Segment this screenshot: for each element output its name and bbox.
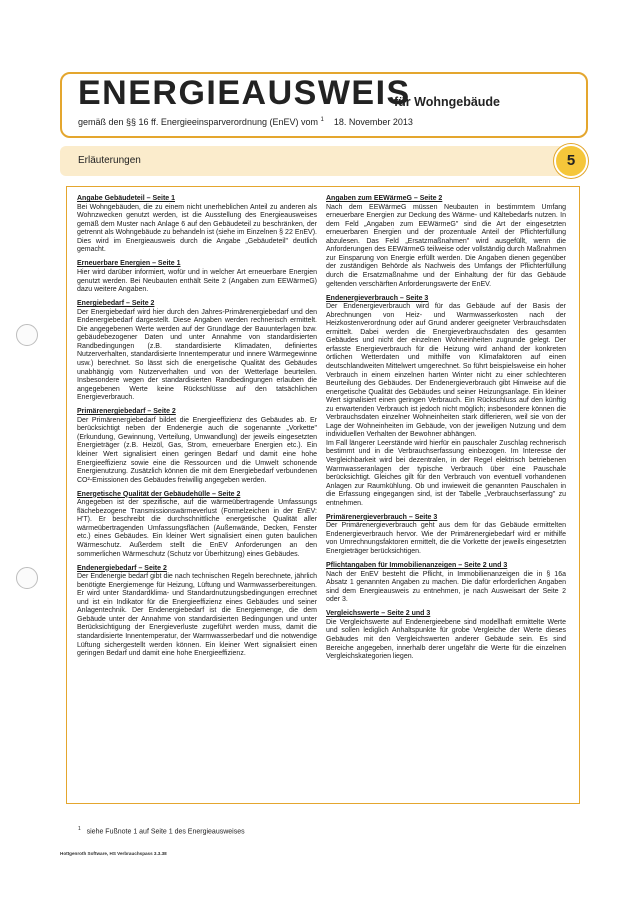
explanation-section — [77, 491, 317, 559]
section-heading: Angaben zum EEWärmeG – Seite 2 — [326, 195, 443, 202]
section-text: Der Primärenergieverbrauch geht aus dem für das Gebäude ermittelten Endenergieverbrauch hervor. Wie der Primärenergiebedarf wird er mithilfe von Umrechnungsfaktoren ermittelt, die die Vorkette der jeweils eingesetzten Energieträger berücksichtigen. — [326, 522, 566, 556]
explanation-section — [326, 295, 566, 509]
explanation-section — [326, 610, 566, 661]
left-column — [77, 195, 317, 664]
section-heading: Endenergieverbrauch – Seite 3 — [326, 294, 429, 302]
section-heading: Primärenergieverbrauch – Seite 3 — [326, 513, 438, 521]
section-text: Nach dem EEWärmeG müssen Neubauten in bestimmtem Umfang erneuerbare Energien zur Deckung des Wärme- und Kältebedarfs nutzen. In dem Feld „Angaben zum EEWärmeG" sind die Art der eingesetzten erneuerbaren Energien und der prozentuale Anteil der Pflichterfüllung abzulesen. Das Feld „Ersatzmaßnahmen" wird ausgefüllt, wenn die Anforderungen des EEWärmeG teilweise oder vollständig durch Maßnahmen zur Einsparung von Energie erfüllt werden. Die Angaben dienen gegenüber der zuständigen Behörde als Nachweis des Umfangs der Pflichterfüllung durch die Ersatzmaßnahme und der Einhaltung der für das Gebäude geltenden verschärften Anforderungswerte der EnEV. — [326, 203, 566, 288]
section-text: Der Endenergieverbrauch wird für das Gebäude auf der Basis der Abrechnungen von Heiz- und Warmwasserkosten nach der Heizkostenverordnung oder auf Grund anderer geeigneter Verbrauchsdaten ermittelt. Dabei werden die Energieverbrauchsdaten des gesamten Gebäudes und nicht der einzelnen Wohneinheiten zugrunde gelegt. Der erfasste Energieverbrauch für die Heizung wird anhand der konkreten örtlichen Wetterdaten und mithilfe von Klimafaktoren auf einen deutschlandweiten Mittelwert umgerechnet. So führt beispielsweise ein hoher Verbrauch in einem einzelnen harten Winter nicht zu einer schlechteren Beurteilung des Gebäudes. Der Endenergieverbrauch gibt Hinweise auf die energetische Qualität des Gebäudes und seiner Heizungsanlage. Ein kleiner Wert signalisiert einen geringen Verbrauch. Ein Rückschluss auf den künftig zu erwartenden Verbrauch ist jedoch nicht möglich; insbesondere können die Verbrauchsdaten einzelner Wohneinheiten stark differieren, weil sie von der Lage der Wohneinheiten im Gebäude, von der jeweiligen Nutzung und dem individuellen Verhalten der Bewohner abhängen. Im Fall längerer Leerstände wird hierfür ein pauschaler Zuschlag rechnerisch bestimmt und in die Verbrauchserfassung einbezogen. Im Interesse der Vergleichbarkeit wird bei dezentralen, in der Regel elektrisch betriebenen Warmwasseranlagen der typische Verbrauch über eine Pauschale berücksichtigt. Gleiches gilt für den Verbrauch von eventuell vorhandenen Anlagen zur Raumkühlung. Ob und inwieweit die genannten Pauschalen in die Erfassung eingegangen sind, ist der Tabelle „Verbrauchserfassung" zu entnehmen. — [326, 303, 566, 507]
section-text: Nach der EnEV besteht die Pflicht, in Immobilienanzeigen die in § 16a Absatz 1 genannten Angaben zu machen. Die dafür erforderlichen Angaben sind dem Energieausweis zu entnehmen, je nach Ausweisart der Seite 2 oder 3. — [326, 570, 566, 604]
right-column — [326, 195, 566, 667]
section-text: Angegeben ist der spezifische, auf die wärmeübertragende Umfassungs flächebezogene Transmissionswärmeverlust (Formelzeichen in der EnEV: H'T). Er beschreibt die durchschnittliche energetische Qualität aller wärmeübertragenden Umfassungsflächen (Außenwände, Decken, Fenster etc.) eines Gebäudes. Ein kleiner Wert signalisiert einen guten baulichen Wärmeschutz. Außerdem stellt die EnEV Anforderungen an den sommerlichen Wärmeschutz (Schutz vor Überhitzung) eines Gebäudes. — [77, 499, 317, 558]
regulation-date: 18. November 2013 — [333, 117, 413, 127]
section-heading: Energetische Qualität der Gebäudehülle – Seite 2 — [77, 490, 241, 498]
section-bar — [60, 146, 584, 176]
punch-hole-top — [16, 324, 38, 346]
explanation-section — [77, 260, 317, 294]
footnote-text: siehe Fußnote 1 auf Seite 1 des Energieausweises — [86, 828, 245, 836]
document-header — [60, 72, 588, 138]
legal-basis-line — [78, 117, 413, 127]
footnote — [78, 826, 245, 835]
section-title: Erläuterungen — [78, 155, 141, 166]
explanations-box — [66, 186, 580, 804]
document-title: ENERGIEAUSWEIS — [78, 74, 411, 112]
legal-basis-text: gemäß den §§ 16 ff. Energieeinsparverordnung (EnEV) vom — [78, 117, 318, 127]
explanation-section — [326, 514, 566, 557]
explanation-section — [326, 562, 566, 605]
section-heading: Angabe Gebäudeteil – Seite 1 — [77, 195, 176, 202]
section-text: Der Endenergie bedarf gibt die nach technischen Regeln berechnete, jährlich benötigte Energiemenge für Heizung, Lüftung und Warmwasserbereitungen. Er wird unter Standardklima- und Standardnutzungsbedingungen errechnet und ist ein Indikator für die Energieeffizienz eines Gebäudes und seiner Anlagentechnik. Der Endenergiebedarf ist die Energiemenge, die dem Gebäude unter der Annahme von standardisierten Bedingungen und unter Berücksichtigung der Energieverluste zugeführt werden muss, damit die standardisierte Innentemperatur, der Warmwasserbedarf und die notwendige Lüftung sichergestellt werden können. Ein kleiner Wert signalisiert einen geringen Bedarf und damit eine hohe Energieeffizienz. — [77, 573, 317, 658]
footnote-reference: 1 — [320, 117, 324, 123]
section-heading: Pflichtangaben für Immobilienanzeigen – Seite 2 und 3 — [326, 562, 508, 570]
explanation-section — [77, 408, 317, 485]
section-text: Bei Wohngebäuden, die zu einem nicht unerheblichen Anteil zu anderen als Wohnzwecken genutzt werden, ist die Ausstellung des Energieausweises gemäß dem Muster nach Anlage 6 auf den Gebäudeteil zu beschränken, der getrennt als Wohngebäude zu behandeln ist (siehe im Einzelnen § 22 EnEV). Dies wird im Energieausweis durch die Angabe „Gebäudeteil" deutlich gemacht. — [77, 203, 317, 254]
explanation-section — [77, 195, 317, 255]
punch-hole-bottom — [16, 567, 38, 589]
explanation-section — [326, 195, 566, 289]
software-imprint: Hottgenroth Software, HS Verbrauchspass 3.3.38 — [60, 851, 167, 856]
section-text: Die Vergleichswerte auf Endenergieebene sind modellhaft ermittelte Werte und sollen lediglich Anhaltspunkte für grobe Vergleiche der Werte dieses Gebäudes mit den Vergleichswerten anderer Gebäude sein. Es sind Bereiche angegeben, innerhalb derer ungefähr die Werte für die einzelnen Vergleichskategorien liegen. — [326, 618, 566, 661]
section-heading: Vergleichswerte – Seite 2 und 3 — [326, 610, 431, 618]
section-heading: Primärenergiebedarf – Seite 2 — [77, 408, 176, 416]
section-text: Der Primärenergiebedarf bildet die Energieeffizienz des Gebäudes ab. Er berücksichtigt neben der Endenergie auch die sogenannte „Vorkette" (Erkundung, Gewinnung, Verteilung, Umwandlung) der jeweils eingesetzten Energieträger (z.B. Heizöl, Gas, Strom, erneuerbare Energien etc.). Ein kleiner Wert signalisiert einen geringen Bedarf und damit eine hohe Energieeffizienz sowie eine die Ressourcen und die Umwelt schonende Energienutzung. Zusätzlich können die mit dem Energiebedarf verbundenen CO²-Emissionen des Gebäudes freiwillig angegeben werden. — [77, 416, 317, 484]
explanation-section — [77, 565, 317, 659]
page-number-badge: 5 — [554, 144, 588, 178]
section-heading: Energiebedarf – Seite 2 — [77, 300, 155, 308]
footnote-marker: 1 — [78, 826, 81, 832]
section-heading: Endenergiebedarf – Seite 2 — [77, 564, 167, 572]
section-text: Hier wird darüber informiert, wofür und in welcher Art erneuerbare Energien genutzt werden. Bei Neubauten enthält Seite 2 (Angaben zum EEWärmeG) dazu weitere Angaben. — [77, 268, 317, 294]
document-subtitle: für Wohngebäude — [394, 95, 501, 109]
explanation-section — [77, 300, 317, 403]
section-heading: Erneuerbare Energien – Seite 1 — [77, 260, 181, 268]
section-text: Der Energiebedarf wird hier durch den Jahres-Primärenergiebedarf und den Endenergiebedarf dargestellt. Diese Angaben werden rechnerisch ermittelt. Die angegebenen Werte werden auf der Grundlage der Bauunterlagen bzw. gebäudebezogener Daten und unter Annahme von standardisierten Randbedingungen (z.B. standardisierte Klimadaten, definiertes Nutzerverhalten, standardisierte Innentemperatur und innere Wärmegewinne usw.) berechnet. So lässt sich die energetische Qualität des Gebäudes unabhängig vom Nutzerverhalten und von der Wetterlage beurteilen. Insbesondere wegen der standardisierten Randbedingungen erlauben die angegebenen Werte keine Rückschlüsse auf den tatsächlichen Energieverbrauch. — [77, 308, 317, 402]
